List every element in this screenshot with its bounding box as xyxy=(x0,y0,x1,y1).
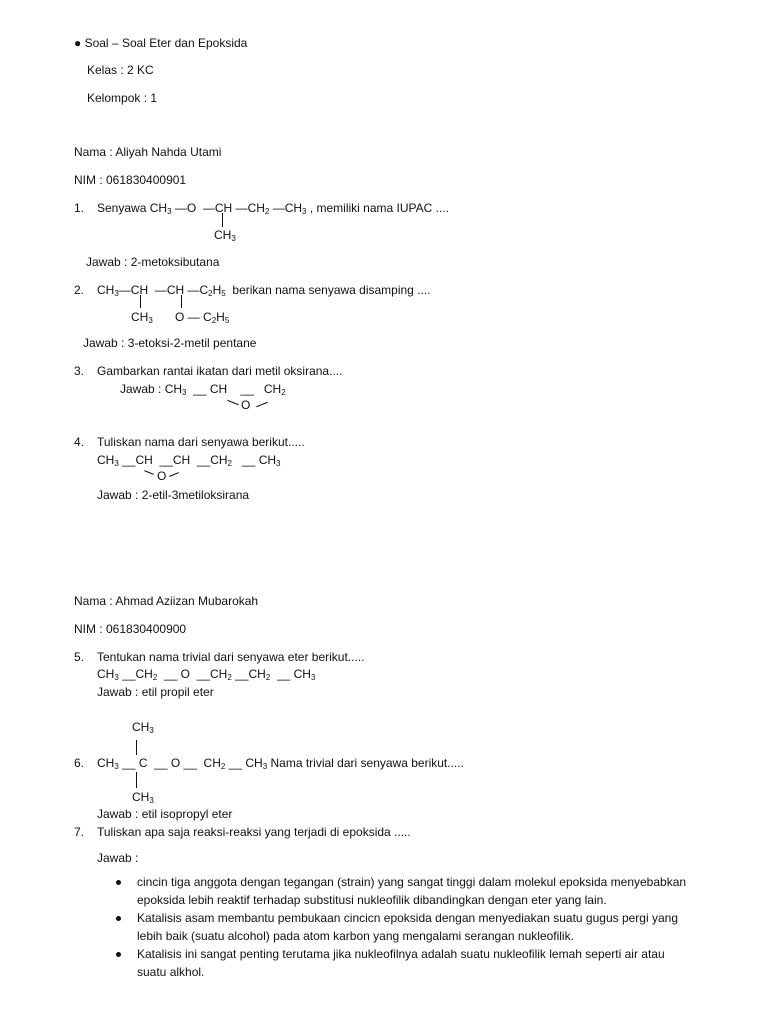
q4-answer: Jawab : 2-etil-3metiloksirana xyxy=(97,488,250,502)
subscript: 3 xyxy=(302,207,307,216)
class-label: Kelas : 2 KC xyxy=(87,63,154,77)
q5-oxygen: O xyxy=(180,667,190,681)
subscript: 5 xyxy=(221,289,226,298)
q4-oxygen: O xyxy=(157,469,167,483)
q2-answer: Jawab : 3-etoksi-2-metil pentane xyxy=(83,336,257,350)
question-number-1: 1. xyxy=(74,201,85,215)
q3-ch: CH xyxy=(209,382,228,396)
q4-ch3-end: CH xyxy=(258,453,277,467)
q5-ch3: CH xyxy=(97,667,115,681)
subscript: 2 xyxy=(227,673,232,682)
q6-top-branch xyxy=(132,720,154,736)
q7-bullet-3-line-1: Katalisis ini sangat penting terutama jika nukleofilnya adalah suatu nukleofilik lemah seperti air atau xyxy=(137,947,665,961)
student-nim-1: NIM : 061830400901 xyxy=(74,173,187,187)
q1-ch2: CH xyxy=(247,201,265,215)
q6-ch3-end: CH xyxy=(245,756,263,770)
q2-question-text: berikan nama senyawa disamping .... xyxy=(232,283,431,297)
subscript: 3 xyxy=(114,762,119,771)
student-name-1: Nama : Aliyah Nahda Utami xyxy=(74,145,222,159)
q5-question-text: Tentukan nama trivial dari senyawa eter berikut..... xyxy=(97,650,365,664)
subscript: 3 xyxy=(148,316,153,325)
q3-question-text: Gambarkan rantai ikatan dari metil oksirana.... xyxy=(97,364,343,378)
subscript: 3 xyxy=(167,207,172,216)
student-nim-2: NIM : 061830400900 xyxy=(74,622,187,636)
q4-question-text: Tuliskan nama dari senyawa berikut..... xyxy=(97,435,305,449)
subscript: 3 xyxy=(182,388,187,397)
q4-ring-bond-right xyxy=(169,472,179,477)
q2-bond-line-1 xyxy=(140,295,141,308)
q2-ch: CH xyxy=(130,283,149,297)
q5-answer: Jawab : etil propil eter xyxy=(97,685,214,699)
q1-formula: Senyawa CH3 —O —CH —CH2 —CH3 , memiliki nama IUPAC .... xyxy=(97,201,449,216)
q6-bottom-branch xyxy=(132,790,154,806)
q7-bullet-3-line-2: suatu alkhol. xyxy=(137,965,205,979)
q5-ch2-a: CH xyxy=(135,667,153,681)
q3-ring-bond-right xyxy=(256,402,268,407)
q3-ch2: CH xyxy=(263,382,282,396)
subscript: 2 xyxy=(281,388,286,397)
q7-bullet-1-line-2: epoksida lebih reaktif terhadap substitusi nukleofilik dibandingkan dengan eter yang lain. xyxy=(137,893,607,907)
q1-oxygen: O xyxy=(186,201,197,215)
q6-question-text: Nama trivial dari senyawa berikut..... xyxy=(270,756,464,770)
document-title: ● Soal – Soal Eter dan Epoksida xyxy=(74,36,248,50)
question-number-7: 7. xyxy=(74,825,85,839)
q4-ring-bond-left xyxy=(144,470,154,475)
question-number-4: 4. xyxy=(74,435,85,449)
subscript: 2 xyxy=(227,459,232,468)
q3-answer: Jawab : CH3 __ CH __ CH2 xyxy=(120,382,286,397)
subscript: 3 xyxy=(231,234,236,243)
q2-branch-ch3: CH xyxy=(131,310,149,324)
subscript: 3 xyxy=(114,459,119,468)
q7-answer-label: Jawab : xyxy=(97,851,139,865)
q6-bond-line-bottom xyxy=(136,772,137,788)
q4-ch-1: CH xyxy=(135,453,153,467)
question-number-2: 2. xyxy=(74,283,85,297)
q1-branch-ch: CH xyxy=(214,228,232,242)
q1-ch3: CH xyxy=(149,201,168,215)
q3-oxygen: O xyxy=(241,398,251,412)
q1-question-text: , memiliki nama IUPAC .... xyxy=(309,201,449,215)
q2-c2h5: C xyxy=(199,283,209,297)
subscript: 3 xyxy=(310,673,316,682)
subscript: 5 xyxy=(224,316,230,325)
question-number-3: 3. xyxy=(74,364,85,378)
q3-ring-bond-left xyxy=(227,400,239,405)
subscript: 2 xyxy=(220,762,226,771)
subscript: 3 xyxy=(114,289,119,298)
q1-branch xyxy=(214,228,236,244)
q6-oxygen: O xyxy=(170,756,181,770)
q2-branch-c2h5: C xyxy=(203,310,212,324)
subscript: 3 xyxy=(262,762,268,771)
bullet-icon xyxy=(116,916,121,921)
q2-branch-2: O — C2H5 xyxy=(175,310,230,325)
subscript: 3 xyxy=(114,673,119,682)
q7-bullet-2-line-1: Katalisis asam membantu pembukaan cincicn epoksida dengan menyediakan suatu gugus pergi yang xyxy=(137,911,679,925)
q6-ch2: CH xyxy=(203,756,221,770)
q5-ch2-b: CH xyxy=(210,667,228,681)
q2-branch-o: O xyxy=(175,310,185,324)
subscript: 2 xyxy=(211,316,217,325)
q2-bond-line-2 xyxy=(181,295,182,308)
q6-formula: CH3 __ C __ O __ CH2 __ CH3 Nama trivial dari senyawa berikut..... xyxy=(97,756,464,771)
question-number-5: 5. xyxy=(74,650,85,664)
bullet-icon xyxy=(116,880,121,885)
group-label: Kelompok : 1 xyxy=(87,91,158,105)
q1-prefix: Senyawa xyxy=(97,201,147,215)
question-number-6: 6. xyxy=(74,756,85,770)
student-name-2: Nama : Ahmad Aziizan Mubarokah xyxy=(74,594,259,608)
subscript: 3 xyxy=(149,726,154,735)
q1-ch3-end: CH xyxy=(284,201,303,215)
q6-carbon: C xyxy=(138,756,148,770)
q4-ch-2: CH xyxy=(172,453,191,467)
q5-formula: CH3 __CH2 __ O __CH2 __CH2 __ CH3 xyxy=(97,667,316,682)
q4-formula: CH3 __CH __CH __CH2 __ CH3 xyxy=(97,453,281,468)
subscript: 2 xyxy=(152,673,158,682)
q2-branch-1 xyxy=(131,310,153,326)
q7-bullet-2-line-2: lebih baik (suatu alcohol) pada atom karbon yang mengalami serangan nukleofilik. xyxy=(137,929,574,943)
q1-bond-line xyxy=(222,213,223,227)
subscript: 3 xyxy=(149,796,154,805)
q6-ch3: CH xyxy=(97,756,115,770)
q7-bullet-1-line-1: cincin tiga anggota dengan tegangan (strain) yang sangat tinggi dalam molekul epoksida menyebabkan xyxy=(137,875,687,889)
q3-answer-label: Jawab : CH xyxy=(120,382,183,396)
q5-ch3-end: CH xyxy=(293,667,311,681)
q2-formula: CH3—CH —CH —C2H5 berikan nama senyawa disamping .... xyxy=(97,283,431,298)
q4-ch2: CH xyxy=(210,453,228,467)
q7-question-text: Tuliskan apa saja reaksi-reaksi yang terjadi di epoksida ..... xyxy=(97,825,411,839)
subscript: 2 xyxy=(208,289,213,298)
q6-top-ch3: CH xyxy=(132,720,150,734)
q6-answer: Jawab : etil isopropyl eter xyxy=(97,807,233,821)
q1-ch: CH xyxy=(214,201,233,215)
bullet-icon xyxy=(116,952,121,957)
subscript: 3 xyxy=(276,459,281,468)
q2-ch-2: CH xyxy=(166,283,185,297)
q2-ch3: CH xyxy=(97,283,115,297)
subscript: 2 xyxy=(265,673,271,682)
q5-ch2-c: CH xyxy=(248,667,266,681)
q6-bond-line-top xyxy=(136,740,137,755)
q6-bottom-ch3: CH xyxy=(132,790,150,804)
q4-ch3: CH xyxy=(97,453,115,467)
q1-answer: Jawab : 2-metoksibutana xyxy=(86,255,220,269)
subscript: 2 xyxy=(264,207,270,216)
